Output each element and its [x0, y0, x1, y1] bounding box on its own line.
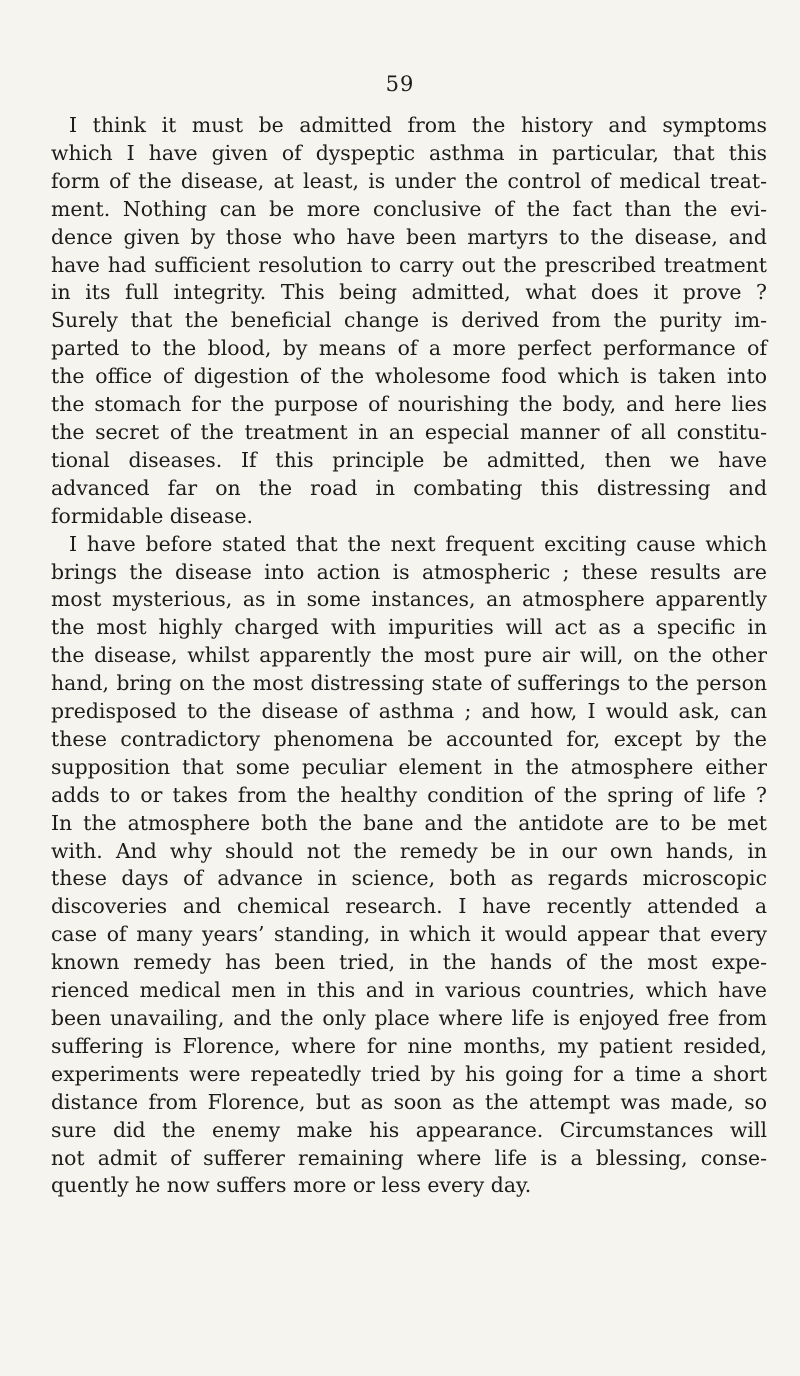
body-text	[51, 112, 767, 1200]
text-line: the office of digestion of the wholesome food which is taken into	[51, 364, 767, 389]
text-line: suffering is Florence, where for nine months, my patient resided,	[51, 1033, 767, 1058]
text-line: most mysterious, as in some instances, an atmosphere apparently	[51, 587, 767, 612]
text-line: brings the disease into action is atmospheric ; these results are	[51, 559, 767, 584]
text-line: dence given by those who have been martyrs to the disease, and	[51, 224, 767, 249]
text-line: not admit of sufferer remaining where life is a blessing, conse-	[51, 1145, 767, 1170]
text-line: the stomach for the purpose of nourishing the body, and here lies	[51, 392, 767, 417]
paragraph-1	[51, 112, 767, 531]
text-line: been unavailing, and the only place where life is enjoyed free from	[51, 1006, 767, 1030]
text-line: sure did the enemy make his appearance. Circumstances will	[51, 1117, 767, 1142]
text-line: with. And why should not the remedy be in our own hands, in	[51, 838, 767, 863]
text-line: known remedy has been tried, in the hands of the most expe-	[51, 950, 767, 975]
text-line: quently he now suffers more or less every day.	[51, 1173, 532, 1198]
text-line: I think it must be admitted from the history and symptoms	[69, 113, 767, 137]
text-line: tional diseases. If this principle be admitted, then we have	[51, 447, 767, 472]
text-line: which I have given of dyspeptic asthma in particular, that this	[51, 140, 767, 165]
text-line: formidable disease.	[51, 503, 254, 528]
text-line: form of the disease, at least, is under the control of medical treat-	[51, 168, 767, 193]
text-line: the disease, whilst apparently the most pure air will, on the other	[51, 643, 767, 668]
paragraph-2	[51, 531, 767, 1201]
text-line: hand, bring on the most distressing state of sufferings to the person	[51, 671, 767, 696]
text-line: I have before stated that the next frequent exciting cause which	[69, 531, 767, 556]
text-line: case of many years’ standing, in which it would appear that every	[51, 922, 767, 947]
text-line: adds to or takes from the healthy condition of the spring of life ?	[51, 782, 767, 807]
text-line: the secret of the treatment in an especial manner of all constitu-	[51, 419, 767, 444]
text-line: the most highly charged with impurities will act as a specific in	[51, 615, 767, 640]
text-line: these contradictory phenomena be accounted for, except by the	[51, 726, 767, 751]
text-line: ment. Nothing can be more conclusive of the fact than the evi-	[51, 196, 767, 221]
text-line: supposition that some peculiar element in the atmosphere either	[51, 754, 767, 779]
text-line: in its full integrity. This being admitted, what does it prove ?	[51, 280, 767, 305]
text-line: distance from Florence, but as soon as the attempt was made, so	[51, 1089, 767, 1114]
text-line: parted to the blood, by means of a more perfect performance of	[51, 336, 767, 361]
text-line: rienced medical men in this and in various countries, which have	[51, 978, 767, 1003]
text-line: In the atmosphere both the bane and the antidote are to be met	[51, 810, 767, 835]
text-line: advanced far on the road in combating this distressing and	[51, 475, 767, 500]
text-line: discoveries and chemical research. I have recently attended a	[51, 894, 767, 919]
page-number: 59	[385, 72, 415, 96]
text-line: these days of advance in science, both as regards microscopic	[51, 866, 767, 891]
text-line: Surely that the beneficial change is derived from the purity im-	[51, 308, 767, 333]
text-line: have had sufficient resolution to carry out the prescribed treatment	[51, 252, 767, 277]
text-line: experiments were repeatedly tried by his going for a time a short	[51, 1061, 767, 1086]
text-line: predisposed to the disease of asthma ; and how, I would ask, can	[51, 699, 767, 724]
